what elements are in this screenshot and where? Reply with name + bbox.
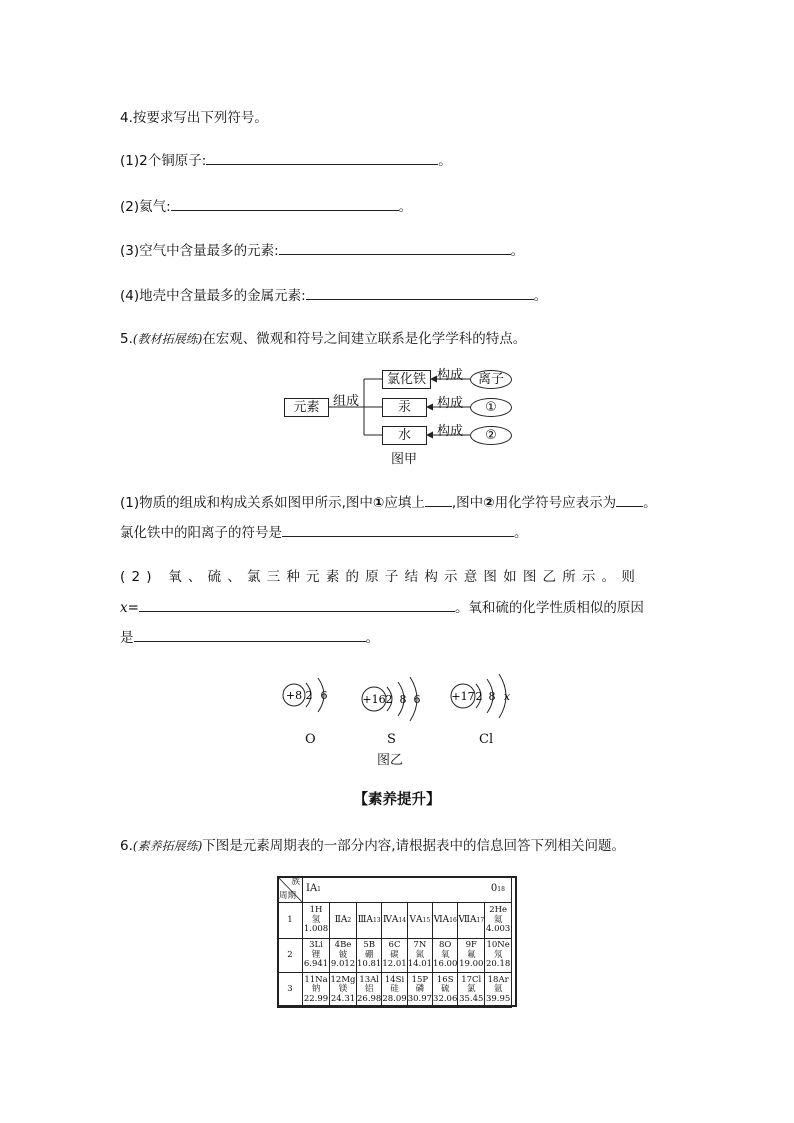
q6-tag: (素养拓展练) — [132, 839, 203, 853]
shell-cl-1: 2 — [475, 690, 483, 703]
element-cell: 18Ar 氩 39.95 — [485, 973, 512, 1008]
element-cell: 12Mg 镁 24.31 — [330, 973, 357, 1008]
shell-o-1: 2 — [305, 689, 313, 702]
element-cell: 5B 硼 10.81 — [357, 939, 382, 973]
group-header-2: ⅡA2 — [330, 903, 357, 939]
substance-ferric-chloride: 氯化铁 — [382, 370, 431, 389]
shell-cl-3: x — [503, 690, 511, 703]
element-cell: 3Li 锂 6.941 — [303, 939, 330, 973]
q4-item-4: (4)地壳中含量最多的金属元素: 。 — [120, 284, 547, 304]
answer-blank[interactable] — [425, 492, 452, 507]
q5-part1-line1: (1)物质的组成和构成关系如图甲所示,图中①应填上 ,图中②用化学符号应表示为 。 — [120, 491, 657, 511]
group-header-18: 018 — [485, 877, 512, 903]
q5-title: 5.(教材拓展练)在宏观、微观和符号之间建立联系是化学学科的特点。 — [120, 331, 527, 347]
constitute-label-2: 构成 — [437, 396, 464, 411]
answer-blank[interactable] — [134, 627, 366, 642]
constitute-label-3: 构成 — [437, 424, 464, 439]
element-cell: 4Be 铍 9.012 — [330, 939, 357, 973]
period-label: 2 — [278, 939, 303, 973]
header-gap — [330, 877, 485, 903]
shell-s-1: 2 — [385, 693, 393, 706]
answer-blank[interactable] — [282, 522, 514, 537]
element-cell: 14Si 硅 28.09 — [382, 973, 407, 1008]
group-header-14: ⅣA14 — [382, 903, 407, 939]
particle-ion: 离子 — [470, 370, 512, 389]
section-title: 【素养提升】 — [353, 792, 441, 808]
element-cell: 9F 氟 19.00 — [458, 939, 485, 973]
q4-title: 4.按要求写出下列符号。 — [120, 110, 268, 126]
q4-item-1: (1)2个铜原子: 。 — [120, 149, 452, 169]
diagram-jia — [0, 0, 794, 470]
periodic-table — [277, 876, 512, 1008]
answer-blank[interactable] — [616, 492, 643, 507]
group-header-13: ⅢA13 — [357, 903, 382, 939]
constitute-label-1: 构成 — [437, 368, 464, 383]
diagram-yi — [270, 672, 530, 772]
substance-mercury: 汞 — [382, 398, 427, 417]
element-cell: 17Cl 氯 35.45 — [458, 973, 485, 1008]
caption-yi: 图乙 — [377, 753, 404, 768]
element-box: 元素 — [284, 398, 329, 417]
symbol-chlorine: Cl — [479, 732, 494, 747]
q5-part2-line3: 是 。 — [120, 626, 379, 646]
shell-o-2: 6 — [320, 689, 328, 702]
q5-part2-line2: x= 。氧和硫的化学性质相似的原因 — [120, 596, 644, 616]
shell-cl-2: 8 — [488, 690, 496, 703]
nucleus-sulfur: +16 — [362, 693, 386, 706]
shell-s-2: 8 — [399, 693, 407, 706]
table-header-row — [278, 877, 512, 903]
element-cell: 8O 氧 16.00 — [433, 939, 458, 973]
substance-water: 水 — [382, 426, 427, 445]
symbol-sulfur: S — [387, 732, 396, 747]
group-header-15: ⅤA15 — [407, 903, 432, 939]
group-header-1: ⅠA1 — [303, 877, 330, 903]
q5-part1-line2: 氯化铁中的阳离子的符号是 。 — [120, 521, 528, 541]
caption-jia: 图甲 — [391, 452, 418, 467]
element-cell: 15P 磷 30.97 — [407, 973, 432, 1008]
header-corner: 族 周期 — [278, 877, 303, 903]
group-header-16: ⅥA16 — [433, 903, 458, 939]
element-cell: 10Ne 氖 20.18 — [485, 939, 512, 973]
q4-item-3: (3)空气中含量最多的元素: 。 — [120, 239, 524, 259]
symbol-oxygen: O — [305, 732, 316, 747]
q6-title: 6.(素养拓展练)下图是元素周期表的一部分内容,请根据表中的信息回答下列相关问题。 — [120, 838, 626, 854]
q4-item-2: (2)氦气: 。 — [120, 195, 412, 215]
element-cell: 6C 碳 12.01 — [382, 939, 407, 973]
element-cell: 13Al 铝 26.98 — [357, 973, 382, 1008]
atom-sulfur — [362, 677, 421, 721]
q5-tag: (教材拓展练) — [132, 332, 203, 346]
q5-part2-line1: (2) 氧、硫、氯三种元素的原子结构示意图如图乙所示。则 — [120, 569, 642, 585]
element-cell: 7N 氮 14.01 — [407, 939, 432, 973]
shell-s-3: 6 — [413, 693, 421, 706]
period-row-2 — [278, 939, 512, 973]
period-row-1 — [278, 903, 512, 939]
element-cell: 11Na 钠 22.99 — [303, 973, 330, 1008]
element-cell: 16S 硫 32.06 — [433, 973, 458, 1008]
element-cell: 1H 氢 1.008 — [303, 903, 330, 939]
atom-oxygen — [283, 678, 328, 712]
atom-chlorine — [451, 674, 511, 718]
period-row-3 — [278, 973, 512, 1008]
group-header-17: ⅦA17 — [458, 903, 485, 939]
answer-blank[interactable] — [139, 597, 455, 612]
particle-blank-1: ① — [470, 398, 512, 417]
nucleus-chlorine: +17 — [451, 690, 475, 703]
compose-label: 组成 — [333, 394, 360, 409]
period-label: 3 — [278, 973, 303, 1008]
element-cell: 2He 氦 4.003 — [485, 903, 512, 939]
particle-blank-2: ② — [470, 426, 512, 445]
nucleus-oxygen: +8 — [285, 689, 303, 702]
period-label: 1 — [278, 903, 303, 939]
